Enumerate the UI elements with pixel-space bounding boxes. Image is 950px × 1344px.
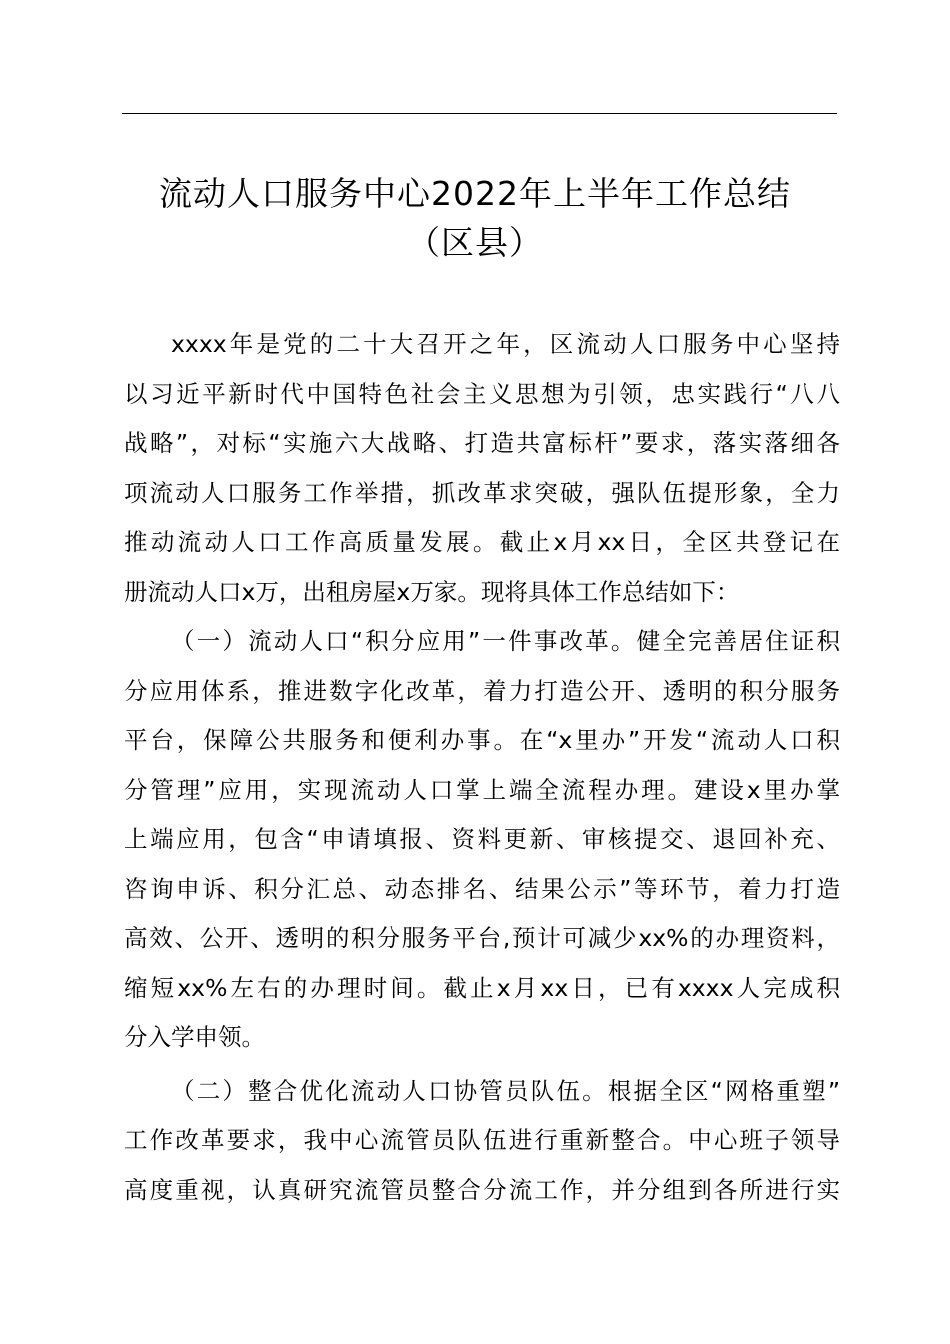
header-rule — [122, 113, 837, 114]
body-line: 册流动人口x万，出租房屋x万家。现将具体工作总结如下： — [124, 577, 740, 606]
body-line: 高度重视，认真研究流管员整合分流工作，并分组到各所进行实 — [124, 1175, 840, 1204]
body-line: xxxx年是党的二十大召开之年，区流动人口服务中心坚持 — [171, 330, 840, 358]
body-line: 推动流动人口工作高质量发展。截止x月xx日，全区共登记在 — [124, 528, 840, 556]
body-line: 上端应用，包含“申请填报、资料更新、审核提交、退回补充、 — [124, 825, 840, 853]
body-line: 工作改革要求，我中心流管员队伍进行重新整合。中心班子领导 — [124, 1126, 840, 1154]
body-line: 分管理”应用，实现流动人口掌上端全流程办理。建设x里办掌 — [124, 775, 840, 804]
body-line: 缩短xx%左右的办理时间。截止x月xx日，已有xxxx人完成积 — [124, 973, 840, 1002]
body-line: 分应用体系，推进数字化改革，着力打造公开、透明的积分服务 — [124, 676, 840, 705]
body-line: 高效、公开、透明的积分服务平台,预计可减少xx%的办理资料， — [124, 924, 840, 952]
document-subtitle: （区县） — [407, 223, 543, 262]
document-body — [124, 320, 840, 1215]
body-line: 以习近平新时代中国特色社会主义思想为引领，忠实践行“八八 — [124, 379, 840, 408]
body-line: 战略”，对标“实施六大战略、打造共富标杆”要求，落实落细各 — [124, 429, 840, 457]
document-title: 流动人口服务中心2022年上半年工作总结 — [159, 174, 791, 213]
body-line: （一）流动人口“积分应用”一件事改革。健全完善居住证积 — [171, 627, 840, 655]
body-line: 项流动人口服务工作举措，抓改革求突破，强队伍提形象，全力 — [124, 478, 840, 507]
body-line: 平台，保障公共服务和便利办事。在“x里办”开发“流动人口积 — [124, 726, 840, 754]
body-line: 分入学申领。 — [124, 1023, 265, 1051]
body-line: （二）整合优化流动人口协管员队伍。根据全区“网格重塑” — [171, 1076, 840, 1105]
body-line: 咨询申诉、积分汇总、动态排名、结果公示”等环节，着力打造 — [124, 874, 840, 903]
